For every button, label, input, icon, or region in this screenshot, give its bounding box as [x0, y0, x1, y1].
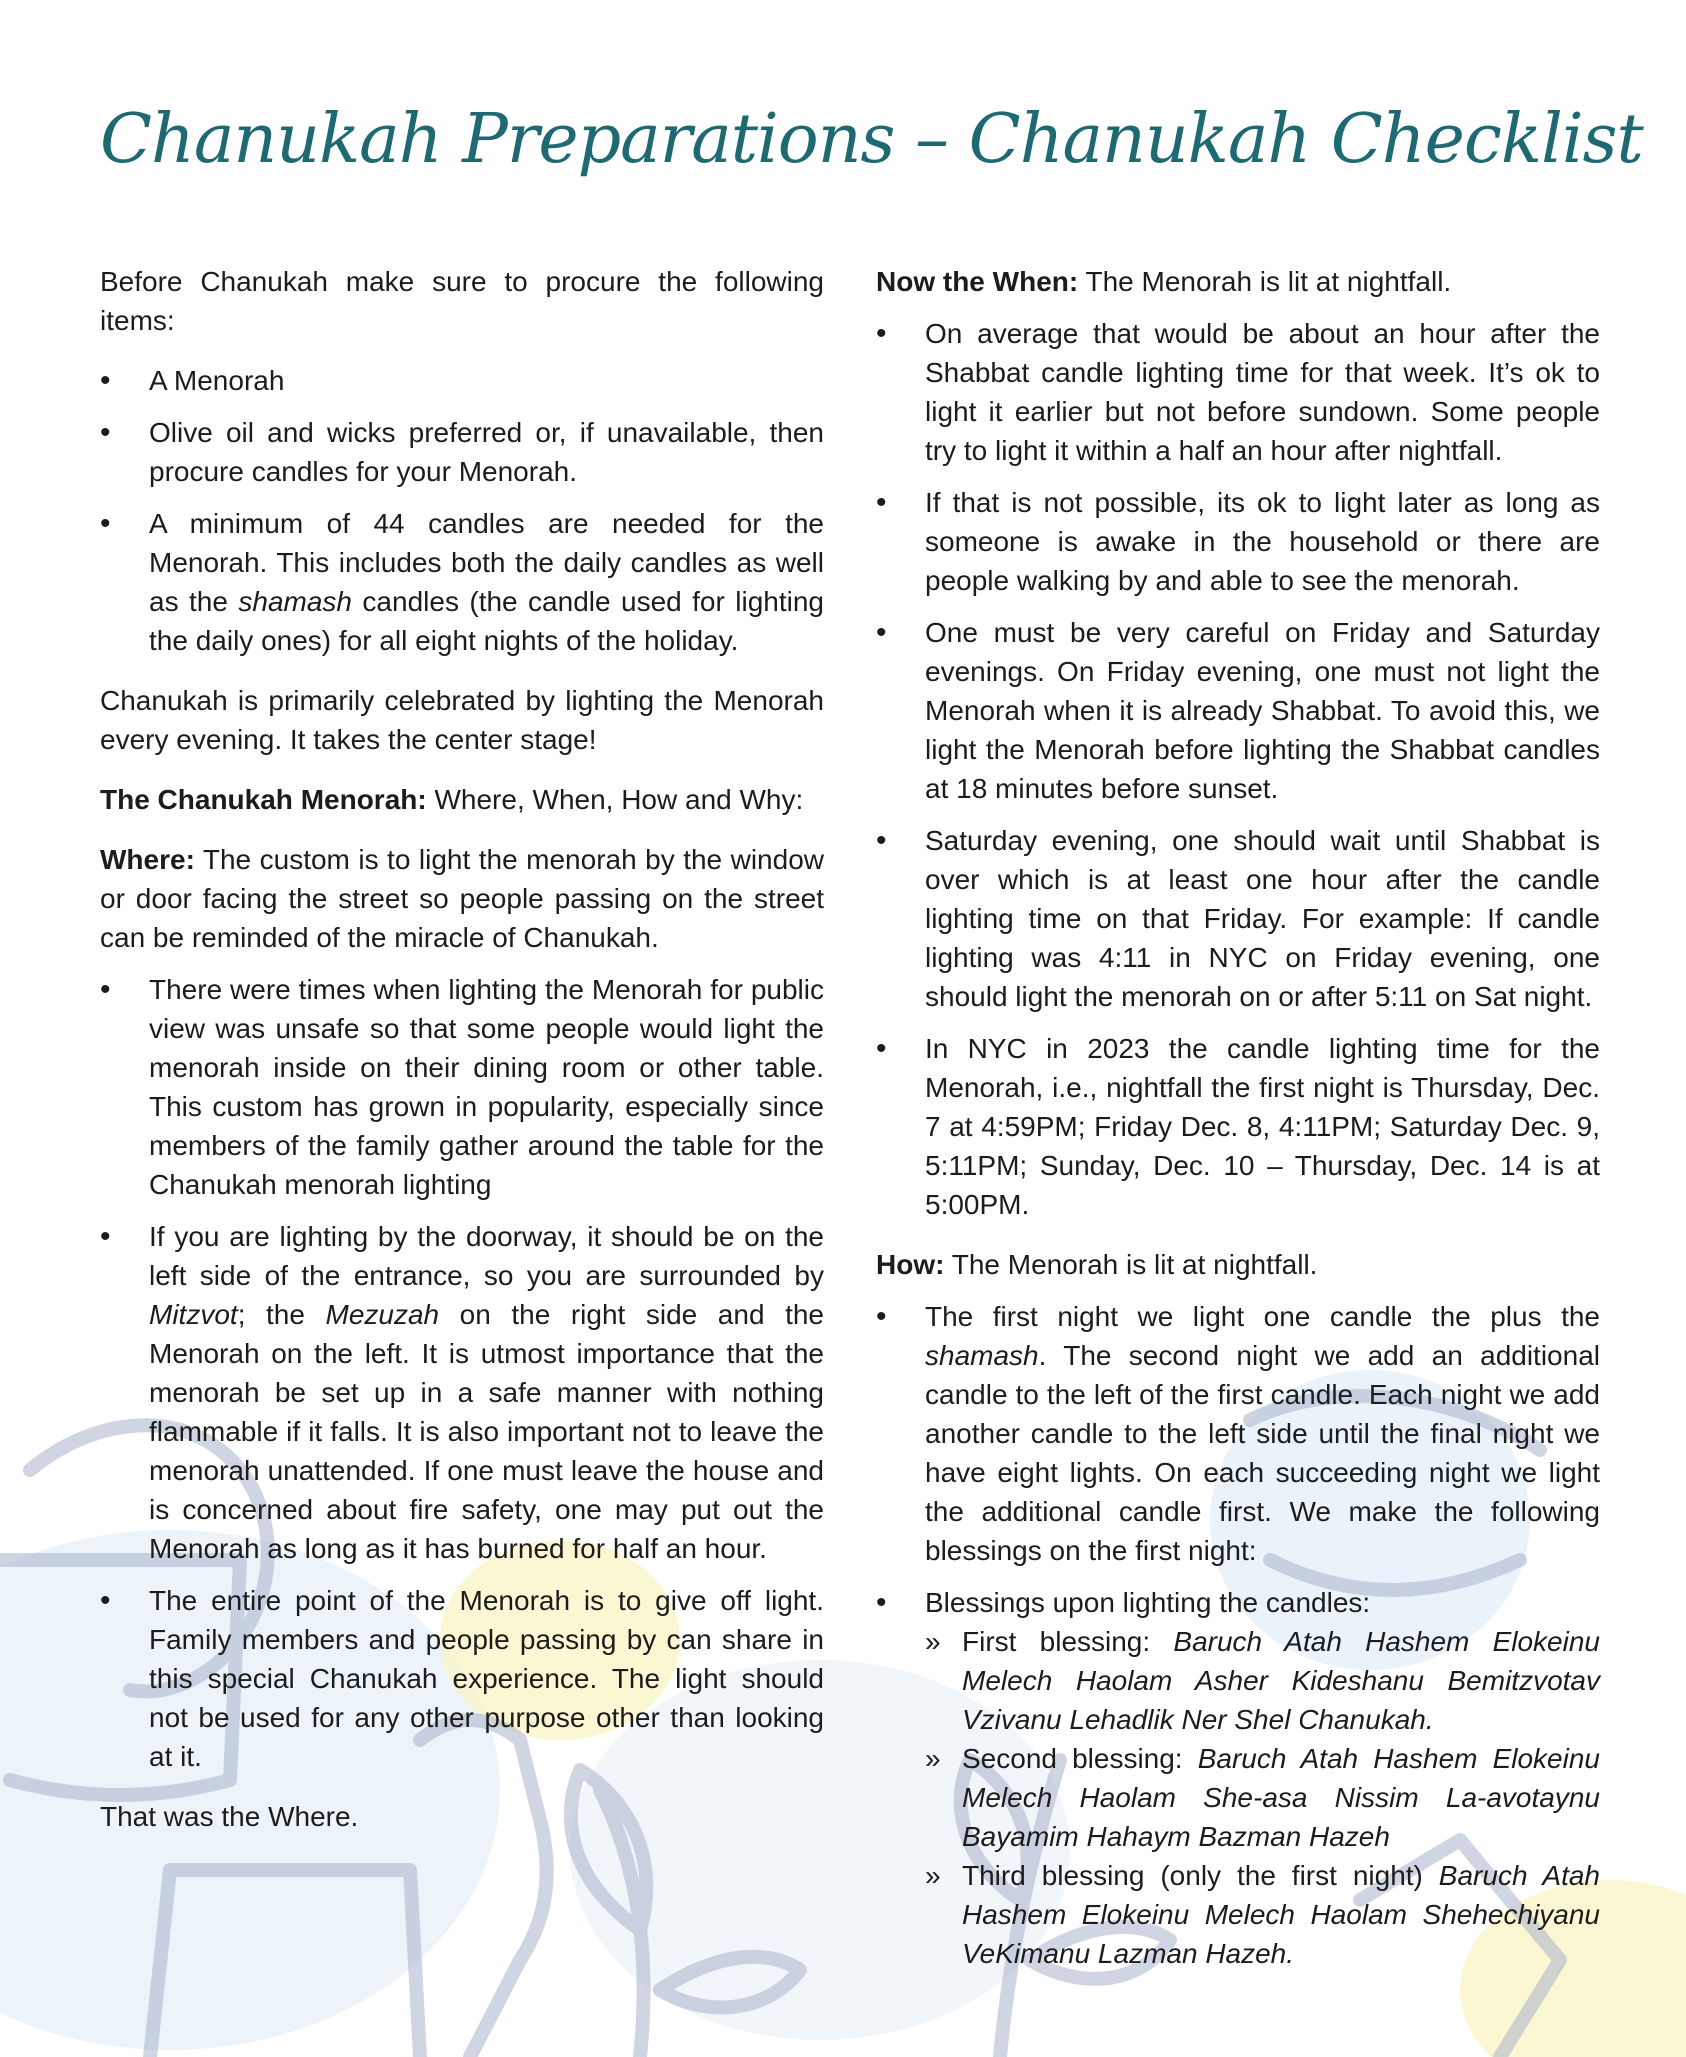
when-heading: Now the When: The Menorah is lit at nightfall.	[876, 266, 1452, 297]
where-list	[100, 970, 824, 1776]
procure-list	[100, 361, 824, 660]
list-item: • There were times when lighting the Menorah for public view was unsafe so that some people would light the menorah inside on their dining room or other table. This custom has grown in popularity, especially since members of the family gather around the table for the Chanukah menorah lighting	[100, 970, 824, 1204]
blessing-item: » Third blessing (only the first night) Baruch Atah Hashem Elokeinu Melech Haolam Shehechiyanu VeKimanu Lazman Hazeh.	[925, 1856, 1600, 1973]
list-item: • A Menorah	[100, 361, 824, 400]
intro-paragraph: Before Chanukah make sure to procure the following items:	[100, 266, 824, 336]
center-stage-paragraph: Chanukah is primarily celebrated by lighting the Menorah every evening. It takes the center stage!	[100, 685, 824, 755]
blessing-item: » Second blessing: Baruch Atah Hashem Elokeinu Melech Haolam She-asa Nissim La-avotaynu Bayamim Hahaym Bazman Hazeh	[925, 1739, 1600, 1856]
how-list	[876, 1297, 1600, 1973]
list-item: • On average that would be about an hour after the Shabbat candle lighting time for that week. It’s ok to light it earlier but not before sundown. Some people try to light it within a half an hour after nightfall.	[876, 314, 1600, 470]
list-item: • If you are lighting by the doorway, it should be on the left side of the entrance, so you are surrounded by Mitzvot; the Mezuzah on the right side and the Menorah on the left. It is utmost importance that the menorah be set up in a safe manner with nothing flammable if it falls. It is also important not to leave the menorah unattended. If one must leave the house and is concerned about fire safety, one may put out the Menorah as long as it has burned for half an hour.	[100, 1217, 824, 1568]
list-item: • In NYC in 2023 the candle lighting time for the Menorah, i.e., nightfall the first night is Thursday, Dec. 7 at 4:59PM; Friday Dec. 8, 4:11PM; Saturday Dec. 9, 5:11PM; Sunday, Dec. 10 – Thursday, Dec. 14 is at 5:00PM.	[876, 1029, 1600, 1224]
list-item: • Olive oil and wicks preferred or, if unavailable, then procure candles for your Menorah.	[100, 413, 824, 491]
when-list	[876, 314, 1600, 1224]
blessings-list	[925, 1622, 1600, 1973]
closing-paragraph: That was the Where.	[100, 1801, 359, 1832]
menorah-heading: The Chanukah Menorah: Where, When, How and Why:	[100, 784, 804, 815]
where-paragraph: Where: The custom is to light the menorah by the window or door facing the street so people passing on the street can be reminded of the miracle of Chanukah.	[100, 844, 824, 953]
list-item: • A minimum of 44 candles are needed for the Menorah. This includes both the daily candles as well as the shamash candles (the candle used for lighting the daily ones) for all eight nights of the holiday.	[100, 504, 824, 660]
list-item: • Blessings upon lighting the candles: » First blessing: Baruch Atah Hashem Elokeinu Melech Haolam Asher Kideshanu Bemitzvotav Vzivanu Lehadlik Ner Shel Chanukah. » Second blessing: Baruch Atah Hashem Elokeinu Melech Haolam She-asa Nissim La-avotaynu Bayamim Hahaym Bazman Hazeh » Third blessing (only the first night) Baruch Atah Hashem Elokeinu Melech Haolam Shehechiyanu VeKimanu Lazman Hazeh.	[876, 1583, 1600, 1973]
page-title: Chanukah Preparations – Chanukah Checklist	[100, 100, 1643, 179]
list-item: • If that is not possible, its ok to light later as long as someone is awake in the household or there are people walking by and able to see the menorah.	[876, 483, 1600, 600]
list-item: • The entire point of the Menorah is to give off light. Family members and people passing by can share in this special Chanukah experience. The light should not be used for any other purpose other than looking at it.	[100, 1581, 824, 1776]
how-heading: How: The Menorah is lit at nightfall.	[876, 1249, 1318, 1280]
list-item: • Saturday evening, one should wait until Shabbat is over which is at least one hour after the candle lighting time on that Friday. For example: If candle lighting was 4:11 in NYC on Friday evening, one should light the menorah on or after 5:11 on Sat night.	[876, 821, 1600, 1016]
list-item: • One must be very careful on Friday and Saturday evenings. On Friday evening, one must not light the Menorah when it is already Shabbat. To avoid this, we light the Menorah before lighting the Shabbat candles at 18 minutes before sunset.	[876, 613, 1600, 808]
left-column	[100, 262, 824, 1857]
blessing-item: » First blessing: Baruch Atah Hashem Elokeinu Melech Haolam Asher Kideshanu Bemitzvotav Vzivanu Lehadlik Ner Shel Chanukah.	[925, 1622, 1600, 1739]
list-item: • The first night we light one candle the plus the shamash. The second night we add an additional candle to the left of the first candle. Each night we add another candle to the left side until the final night we have eight lights. On each succeeding night we light the additional candle first. We make the following blessings on the first night:	[876, 1297, 1600, 1570]
right-column	[876, 262, 1600, 1994]
